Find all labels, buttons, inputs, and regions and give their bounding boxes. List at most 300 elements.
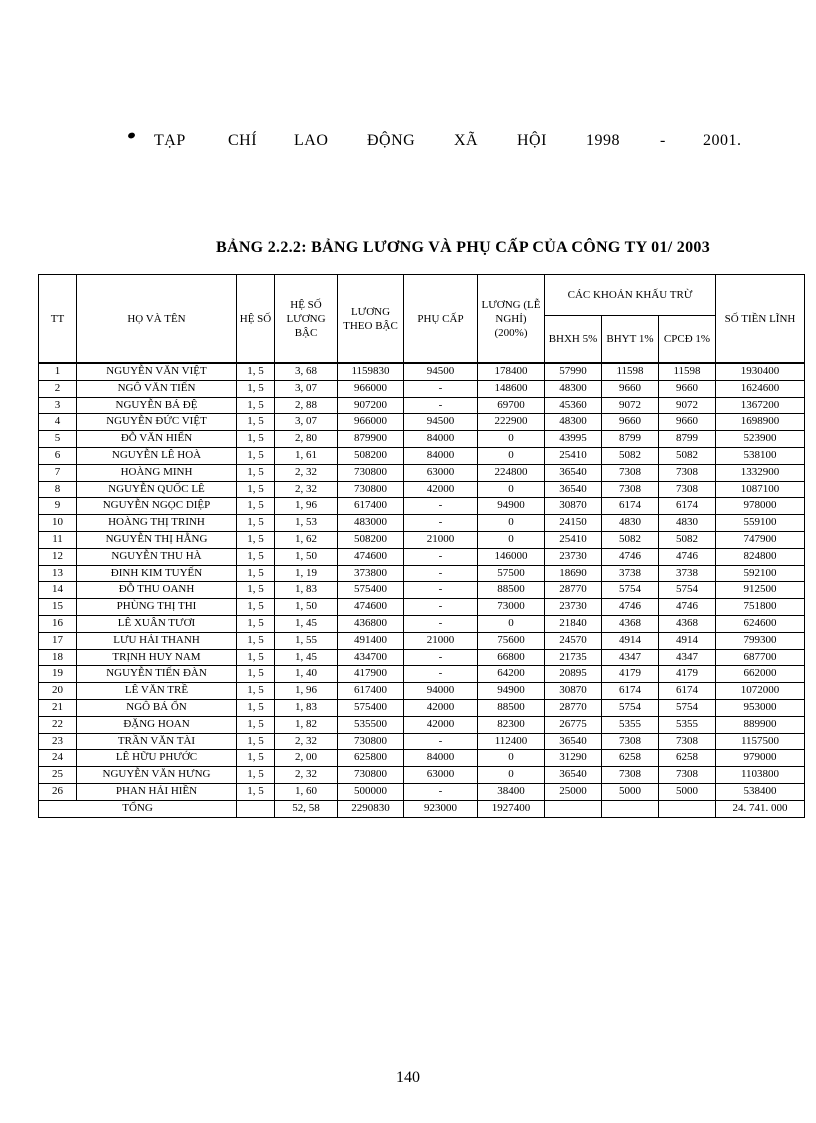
cell-he-so-luong-bac: 3, 68 [275, 363, 338, 380]
cell-bhxh: 31290 [545, 750, 602, 767]
cell-so-tien-linh: 592100 [716, 565, 805, 582]
cell-cpcd: 11598 [659, 363, 716, 380]
cell-tt: 24 [39, 750, 77, 767]
cell-bhyt: 7308 [602, 733, 659, 750]
cell-cpcd: 5355 [659, 716, 716, 733]
cell-tt: 10 [39, 515, 77, 532]
cell-ho-ten: NGUYỄN TIẾN ĐÀN [77, 666, 237, 683]
page-number: 140 [396, 1069, 420, 1086]
cell-tt: 4 [39, 414, 77, 431]
cell-ho-ten: NGUYỄN THU HÀ [77, 548, 237, 565]
cell-cpcd: 5000 [659, 783, 716, 800]
cell-he-so-luong-bac: 1, 50 [275, 599, 338, 616]
cell-bhxh: 30870 [545, 498, 602, 515]
cell-cpcd: 4368 [659, 615, 716, 632]
cell-ho-ten: ĐẶNG HOAN [77, 716, 237, 733]
cell-cpcd: 4746 [659, 548, 716, 565]
cell-phu-cap: - [404, 666, 478, 683]
cell-phu-cap: - [404, 498, 478, 515]
header-bhyt: BHYT 1% [602, 316, 659, 364]
cell-cpcd: 5754 [659, 582, 716, 599]
table-row [39, 498, 805, 515]
cell-he-so: 1, 5 [237, 397, 275, 414]
cell-cpcd: 7308 [659, 464, 716, 481]
cell-bhyt: 5082 [602, 447, 659, 464]
table-row [39, 565, 805, 582]
cell-luong-theo-bac: 575400 [338, 582, 404, 599]
cell-he-so: 1, 5 [237, 599, 275, 616]
cell-phu-cap: 21000 [404, 632, 478, 649]
table-row [39, 716, 805, 733]
cell-cpcd: 4746 [659, 599, 716, 616]
cell-luong-theo-bac: 474600 [338, 599, 404, 616]
total-empty [659, 800, 716, 817]
cell-ho-ten: LÊ HỮU PHƯỚC [77, 750, 237, 767]
cell-ho-ten: NGUYỄN BÁ ĐỆ [77, 397, 237, 414]
cell-luong-theo-bac: 907200 [338, 397, 404, 414]
cell-bhxh: 25410 [545, 531, 602, 548]
total-luong-theo-bac: 2290830 [338, 800, 404, 817]
cell-luong-le-nghi: 38400 [478, 783, 545, 800]
header-phu-cap: PHỤ CẤP [404, 275, 478, 364]
cell-phu-cap: 84000 [404, 447, 478, 464]
cell-ho-ten: ĐỖ THU OANH [77, 582, 237, 599]
cell-ho-ten: HOÀNG THỊ TRINH [77, 515, 237, 532]
cell-luong-le-nghi: 66800 [478, 649, 545, 666]
cell-he-so-luong-bac: 2, 32 [275, 481, 338, 498]
cell-cpcd: 9660 [659, 414, 716, 431]
cell-cpcd: 3738 [659, 565, 716, 582]
cell-he-so: 1, 5 [237, 750, 275, 767]
cell-phu-cap: - [404, 397, 478, 414]
cell-phu-cap: - [404, 548, 478, 565]
cell-ho-ten: PHAN HẢI HIỀN [77, 783, 237, 800]
cell-luong-le-nghi: 0 [478, 767, 545, 784]
cell-tt: 8 [39, 481, 77, 498]
cell-cpcd: 9072 [659, 397, 716, 414]
cell-bhyt: 4179 [602, 666, 659, 683]
cell-luong-theo-bac: 483000 [338, 515, 404, 532]
cell-so-tien-linh: 1698900 [716, 414, 805, 431]
table-row [39, 750, 805, 767]
cell-bhxh: 43995 [545, 431, 602, 448]
cell-tt: 5 [39, 431, 77, 448]
cell-bhxh: 36540 [545, 767, 602, 784]
cell-he-so: 1, 5 [237, 531, 275, 548]
cell-he-so-luong-bac: 2, 32 [275, 767, 338, 784]
cell-luong-le-nghi: 94900 [478, 498, 545, 515]
cell-ho-ten: NGUYỄN THỊ HẰNG [77, 531, 237, 548]
cell-he-so: 1, 5 [237, 447, 275, 464]
cell-ho-ten: PHÙNG THỊ THI [77, 599, 237, 616]
cell-luong-le-nghi: 88500 [478, 582, 545, 599]
cell-he-so-luong-bac: 1, 50 [275, 548, 338, 565]
cell-luong-le-nghi: 222900 [478, 414, 545, 431]
cell-cpcd: 6174 [659, 683, 716, 700]
cell-cpcd: 5082 [659, 531, 716, 548]
header-so-tien-linh: SỐ TIỀN LĨNH [716, 275, 805, 364]
cell-luong-theo-bac: 617400 [338, 498, 404, 515]
cell-bhyt: 5754 [602, 699, 659, 716]
cell-luong-le-nghi: 82300 [478, 716, 545, 733]
cell-phu-cap: 63000 [404, 464, 478, 481]
cell-tt: 26 [39, 783, 77, 800]
cell-phu-cap: 42000 [404, 716, 478, 733]
cell-cpcd: 4347 [659, 649, 716, 666]
ref-word: XÃ [454, 132, 479, 149]
cell-cpcd: 6174 [659, 498, 716, 515]
cell-bhxh: 57990 [545, 363, 602, 380]
table-row [39, 431, 805, 448]
cell-bhxh: 20895 [545, 666, 602, 683]
cell-he-so: 1, 5 [237, 481, 275, 498]
cell-phu-cap: 84000 [404, 750, 478, 767]
total-empty [545, 800, 602, 817]
cell-bhxh: 28770 [545, 699, 602, 716]
cell-he-so: 1, 5 [237, 464, 275, 481]
table-row [39, 397, 805, 414]
cell-he-so-luong-bac: 2, 80 [275, 431, 338, 448]
cell-luong-theo-bac: 474600 [338, 548, 404, 565]
cell-bhxh: 48300 [545, 380, 602, 397]
table-row [39, 481, 805, 498]
cell-phu-cap: - [404, 783, 478, 800]
cell-ho-ten: LÊ XUÂN TƯƠI [77, 615, 237, 632]
cell-bhyt: 6174 [602, 498, 659, 515]
cell-he-so-luong-bac: 1, 83 [275, 699, 338, 716]
cell-ho-ten: NGUYỄN QUỐC LÊ [77, 481, 237, 498]
cell-bhyt: 6174 [602, 683, 659, 700]
cell-ho-ten: LƯU HẢI THANH [77, 632, 237, 649]
cell-bhyt: 4746 [602, 599, 659, 616]
cell-luong-theo-bac: 491400 [338, 632, 404, 649]
total-phu-cap: 923000 [404, 800, 478, 817]
cell-so-tien-linh: 687700 [716, 649, 805, 666]
table-row [39, 380, 805, 397]
cell-luong-theo-bac: 508200 [338, 531, 404, 548]
cell-ho-ten: NGÔ BÁ ỔN [77, 699, 237, 716]
cell-luong-theo-bac: 966000 [338, 380, 404, 397]
cell-bhyt: 5082 [602, 531, 659, 548]
cell-bhxh: 36540 [545, 464, 602, 481]
salary-rows [39, 363, 805, 800]
cell-luong-theo-bac: 730800 [338, 481, 404, 498]
cell-so-tien-linh: 979000 [716, 750, 805, 767]
cell-he-so: 1, 5 [237, 380, 275, 397]
cell-he-so-luong-bac: 2, 88 [275, 397, 338, 414]
cell-bhyt: 9660 [602, 414, 659, 431]
cell-phu-cap: 94500 [404, 363, 478, 380]
cell-bhyt: 4746 [602, 548, 659, 565]
cell-he-so-luong-bac: 2, 32 [275, 733, 338, 750]
cell-so-tien-linh: 799300 [716, 632, 805, 649]
cell-he-so: 1, 5 [237, 716, 275, 733]
cell-bhyt: 4830 [602, 515, 659, 532]
cell-tt: 15 [39, 599, 77, 616]
table-row [39, 783, 805, 800]
cell-phu-cap: - [404, 599, 478, 616]
table-row [39, 515, 805, 532]
cell-luong-le-nghi: 88500 [478, 699, 545, 716]
header-ho-ten: HỌ VÀ TÊN [77, 275, 237, 364]
cell-he-so: 1, 5 [237, 699, 275, 716]
cell-tt: 22 [39, 716, 77, 733]
cell-he-so: 1, 5 [237, 783, 275, 800]
header-luong-theo-bac: LƯƠNG THEO BẬC [338, 275, 404, 364]
cell-he-so-luong-bac: 1, 60 [275, 783, 338, 800]
cell-luong-le-nghi: 0 [478, 481, 545, 498]
cell-he-so: 1, 5 [237, 649, 275, 666]
cell-he-so: 1, 5 [237, 767, 275, 784]
cell-so-tien-linh: 1930400 [716, 363, 805, 380]
cell-luong-theo-bac: 373800 [338, 565, 404, 582]
cell-bhxh: 23730 [545, 599, 602, 616]
cell-cpcd: 4830 [659, 515, 716, 532]
cell-luong-le-nghi: 69700 [478, 397, 545, 414]
cell-phu-cap: - [404, 615, 478, 632]
table-row [39, 666, 805, 683]
cell-he-so: 1, 5 [237, 666, 275, 683]
cell-bhxh: 45360 [545, 397, 602, 414]
cell-cpcd: 4914 [659, 632, 716, 649]
cell-phu-cap: - [404, 380, 478, 397]
cell-luong-theo-bac: 575400 [338, 699, 404, 716]
cell-luong-theo-bac: 508200 [338, 447, 404, 464]
cell-luong-le-nghi: 112400 [478, 733, 545, 750]
header-he-so-luong-bac: HỆ SỐ LƯƠNG BẬC [275, 275, 338, 364]
cell-bhyt: 4347 [602, 649, 659, 666]
cell-phu-cap: - [404, 515, 478, 532]
cell-ho-ten: TRẦN VĂN TÀI [77, 733, 237, 750]
cell-phu-cap: - [404, 582, 478, 599]
table-row [39, 599, 805, 616]
cell-tt: 14 [39, 582, 77, 599]
cell-bhxh: 48300 [545, 414, 602, 431]
cell-luong-le-nghi: 178400 [478, 363, 545, 380]
cell-so-tien-linh: 953000 [716, 699, 805, 716]
cell-he-so-luong-bac: 2, 00 [275, 750, 338, 767]
cell-he-so: 1, 5 [237, 565, 275, 582]
cell-so-tien-linh: 559100 [716, 515, 805, 532]
cell-bhyt: 5754 [602, 582, 659, 599]
cell-bhxh: 28770 [545, 582, 602, 599]
cell-tt: 17 [39, 632, 77, 649]
cell-luong-theo-bac: 625800 [338, 750, 404, 767]
total-row [39, 800, 805, 817]
table-row [39, 649, 805, 666]
cell-luong-theo-bac: 617400 [338, 683, 404, 700]
total-he-so-luong-bac: 52, 58 [275, 800, 338, 817]
cell-so-tien-linh: 1157500 [716, 733, 805, 750]
cell-he-so: 1, 5 [237, 582, 275, 599]
cell-he-so-luong-bac: 3, 07 [275, 380, 338, 397]
cell-luong-theo-bac: 500000 [338, 783, 404, 800]
cell-bhyt: 9072 [602, 397, 659, 414]
cell-luong-le-nghi: 57500 [478, 565, 545, 582]
cell-luong-le-nghi: 64200 [478, 666, 545, 683]
cell-he-so-luong-bac: 2, 32 [275, 464, 338, 481]
cell-he-so-luong-bac: 1, 61 [275, 447, 338, 464]
cell-cpcd: 6258 [659, 750, 716, 767]
cell-tt: 6 [39, 447, 77, 464]
cell-phu-cap: - [404, 565, 478, 582]
table-title: BẢNG 2.2.2: BẢNG LƯƠNG VÀ PHỤ CẤP CỦA CÔNG TY 01/ 2003 [216, 239, 710, 256]
cell-ho-ten: NGUYỄN ĐỨC VIỆT [77, 414, 237, 431]
ref-word: ĐỘNG [367, 132, 416, 149]
cell-ho-ten: HOÀNG MINH [77, 464, 237, 481]
cell-phu-cap: 94500 [404, 414, 478, 431]
cell-cpcd: 5754 [659, 699, 716, 716]
cell-bhxh: 30870 [545, 683, 602, 700]
ref-word: HỘI [517, 132, 547, 149]
cell-he-so: 1, 5 [237, 498, 275, 515]
cell-he-so-luong-bac: 1, 45 [275, 649, 338, 666]
cell-tt: 7 [39, 464, 77, 481]
salary-table [38, 274, 805, 818]
cell-so-tien-linh: 662000 [716, 666, 805, 683]
cell-tt: 16 [39, 615, 77, 632]
cell-bhxh: 36540 [545, 481, 602, 498]
cell-he-so: 1, 5 [237, 683, 275, 700]
cell-he-so-luong-bac: 1, 96 [275, 683, 338, 700]
cell-he-so: 1, 5 [237, 414, 275, 431]
total-luong-le-nghi: 1927400 [478, 800, 545, 817]
table-row [39, 767, 805, 784]
total-empty [602, 800, 659, 817]
cell-so-tien-linh: 824800 [716, 548, 805, 565]
cell-phu-cap: 21000 [404, 531, 478, 548]
cell-luong-le-nghi: 146000 [478, 548, 545, 565]
cell-luong-theo-bac: 730800 [338, 733, 404, 750]
cell-bhyt: 6258 [602, 750, 659, 767]
cell-luong-theo-bac: 1159830 [338, 363, 404, 380]
cell-phu-cap: - [404, 733, 478, 750]
cell-luong-le-nghi: 148600 [478, 380, 545, 397]
cell-luong-theo-bac: 436800 [338, 615, 404, 632]
cell-luong-theo-bac: 730800 [338, 464, 404, 481]
cell-luong-le-nghi: 0 [478, 750, 545, 767]
bullet-icon [127, 132, 135, 140]
cell-he-so: 1, 5 [237, 515, 275, 532]
cell-he-so-luong-bac: 1, 40 [275, 666, 338, 683]
cell-luong-le-nghi: 0 [478, 447, 545, 464]
cell-tt: 13 [39, 565, 77, 582]
cell-he-so: 1, 5 [237, 548, 275, 565]
cell-so-tien-linh: 1624600 [716, 380, 805, 397]
cell-he-so-luong-bac: 1, 45 [275, 615, 338, 632]
table-row [39, 548, 805, 565]
ref-word: LAO [294, 132, 329, 149]
cell-cpcd: 9660 [659, 380, 716, 397]
cell-so-tien-linh: 747900 [716, 531, 805, 548]
cell-bhyt: 7308 [602, 481, 659, 498]
cell-cpcd: 7308 [659, 767, 716, 784]
cell-tt: 21 [39, 699, 77, 716]
cell-bhxh: 36540 [545, 733, 602, 750]
header-khau-tru: CÁC KHOẢN KHẤU TRỪ [545, 275, 716, 316]
cell-tt: 23 [39, 733, 77, 750]
cell-he-so-luong-bac: 1, 55 [275, 632, 338, 649]
cell-tt: 19 [39, 666, 77, 683]
cell-ho-ten: NGUYỄN LÊ HOÀ [77, 447, 237, 464]
table-row [39, 733, 805, 750]
ref-word: - [660, 132, 666, 149]
cell-he-so-luong-bac: 1, 53 [275, 515, 338, 532]
cell-bhyt: 7308 [602, 767, 659, 784]
header-tt: TT [39, 275, 77, 364]
cell-bhyt: 3738 [602, 565, 659, 582]
cell-he-so: 1, 5 [237, 733, 275, 750]
cell-ho-ten: NGÔ VĂN TIẾN [77, 380, 237, 397]
ref-word: TẠP [154, 132, 186, 149]
cell-bhxh: 18690 [545, 565, 602, 582]
cell-he-so: 1, 5 [237, 431, 275, 448]
cell-he-so-luong-bac: 3, 07 [275, 414, 338, 431]
cell-so-tien-linh: 751800 [716, 599, 805, 616]
cell-bhyt: 7308 [602, 464, 659, 481]
header-cpcd: CPCĐ 1% [659, 316, 716, 364]
table-row [39, 464, 805, 481]
table-row [39, 582, 805, 599]
cell-ho-ten: ĐỖ VĂN HIỂN [77, 431, 237, 448]
cell-tt: 2 [39, 380, 77, 397]
cell-bhyt: 9660 [602, 380, 659, 397]
cell-tt: 25 [39, 767, 77, 784]
cell-phu-cap: 94000 [404, 683, 478, 700]
cell-he-so: 1, 5 [237, 615, 275, 632]
cell-he-so-luong-bac: 1, 83 [275, 582, 338, 599]
cell-bhyt: 4368 [602, 615, 659, 632]
cell-tt: 18 [39, 649, 77, 666]
cell-so-tien-linh: 889900 [716, 716, 805, 733]
cell-phu-cap: - [404, 649, 478, 666]
cell-ho-ten: ĐINH KIM TUYẾN [77, 565, 237, 582]
cell-bhyt: 5355 [602, 716, 659, 733]
cell-bhyt: 8799 [602, 431, 659, 448]
cell-luong-le-nghi: 0 [478, 431, 545, 448]
cell-cpcd: 8799 [659, 431, 716, 448]
cell-phu-cap: 42000 [404, 481, 478, 498]
table-row [39, 531, 805, 548]
cell-luong-theo-bac: 434700 [338, 649, 404, 666]
cell-he-so: 1, 5 [237, 632, 275, 649]
table-row [39, 363, 805, 380]
cell-he-so-luong-bac: 1, 82 [275, 716, 338, 733]
cell-luong-theo-bac: 417900 [338, 666, 404, 683]
cell-luong-le-nghi: 0 [478, 531, 545, 548]
cell-bhyt: 4914 [602, 632, 659, 649]
cell-ho-ten: NGUYỄN VĂN HƯNG [77, 767, 237, 784]
cell-ho-ten: NGUYỄN NGỌC DIỆP [77, 498, 237, 515]
cell-luong-theo-bac: 535500 [338, 716, 404, 733]
cell-so-tien-linh: 538100 [716, 447, 805, 464]
cell-bhyt: 11598 [602, 363, 659, 380]
cell-luong-le-nghi: 0 [478, 615, 545, 632]
cell-so-tien-linh: 1367200 [716, 397, 805, 414]
cell-tt: 11 [39, 531, 77, 548]
cell-so-tien-linh: 624600 [716, 615, 805, 632]
table-row [39, 699, 805, 716]
cell-cpcd: 7308 [659, 481, 716, 498]
table-row [39, 447, 805, 464]
cell-luong-le-nghi: 94900 [478, 683, 545, 700]
cell-he-so-luong-bac: 1, 62 [275, 531, 338, 548]
cell-cpcd: 4179 [659, 666, 716, 683]
cell-bhxh: 21840 [545, 615, 602, 632]
cell-ho-ten: TRỊNH HUY NAM [77, 649, 237, 666]
cell-luong-le-nghi: 73000 [478, 599, 545, 616]
cell-bhxh: 21735 [545, 649, 602, 666]
